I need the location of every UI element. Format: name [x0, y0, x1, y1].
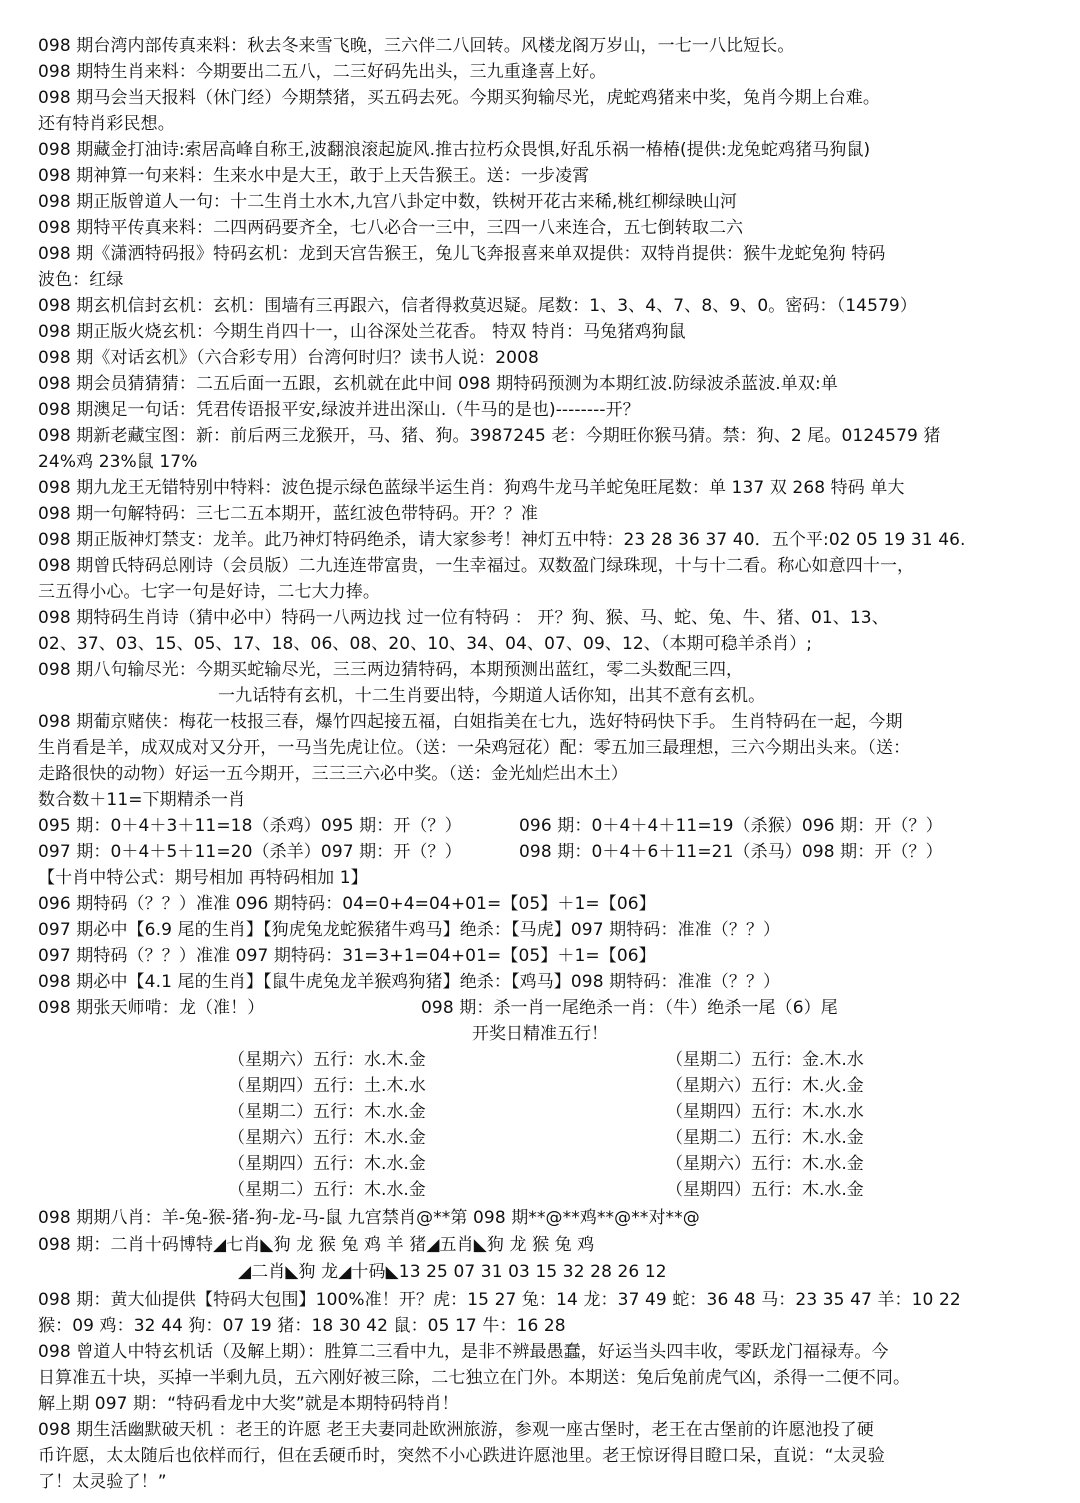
wuxing-left-item: （星期六）五行：木.水.金	[228, 1128, 426, 1148]
text-line: 币许愿，太太随后也依样而行，但在丢硬币时，突然不小心跌进许愿池里。老王惊讶得目瞪口呆，直说：“太灵验	[38, 1446, 885, 1466]
zhang-left: 098 期张天师啃：龙（准！）	[38, 998, 265, 1018]
formula-row-098: 098 期：0＋4＋6＋11=21（杀马）098 期：开（？）	[519, 842, 943, 862]
text-line: 098 期一句解特码：三七二五本期开，蓝红波色带特码。开？？准	[38, 504, 538, 524]
wuxing-left-item: （星期四）五行：木.水.金	[228, 1154, 426, 1174]
text-line: 098 期《对话玄机》（六合彩专用）台湾何时归？读书人说：2008	[38, 348, 539, 368]
text-line: 还有特肖彩民想。	[38, 114, 175, 134]
wuxing-right-item: （星期六）五行：木.火.金	[666, 1076, 864, 1096]
text-line: 098 期期八肖：羊-兔-猴-猪-狗-龙-马-鼠 九宫禁肖@**第 098 期**@**鸡**@**对**@	[38, 1208, 700, 1228]
wuxing-left-item: （星期二）五行：木.水.金	[228, 1102, 426, 1122]
text-line: 098 期正版曾道人一句：十二生肖土水木,九宫八卦定中数，铁树开花古来稀,桃红柳绿映山河	[38, 192, 738, 212]
text-line: 098 期九龙王无错特别中特料：波色提示绿色蓝绿半运生肖：狗鸡牛龙马羊蛇兔旺尾数：单 137 双 268 特码 单大	[38, 478, 905, 498]
text-line: 三五得小心。七字一句是好诗，二七大力捧。	[38, 582, 380, 602]
text-line: 098 期葡京赌侠：梅花一枝报三春，爆竹四起接五福，白姐指美在七九，选好特码快下手。 生肖特码在一起，今期	[38, 712, 903, 732]
wuxing-right-item: （星期四）五行：木.水.水	[666, 1102, 864, 1122]
text-line: 098 期特生肖来料：今期要出二五八，二三好码先出头，三九重逢喜上好。	[38, 62, 607, 82]
zhang-right: 098 期：杀一肖一尾绝杀一肖：（牛）绝杀一尾（6）尾	[421, 998, 838, 1018]
text-line: 098 期会员猜猜猜：二五后面一五跟，玄机就在此中间 098 期特码预测为本期红波.防绿波杀蓝波.单双:单	[38, 374, 838, 394]
wuxing-right-item: （星期六）五行：木.水.金	[666, 1154, 864, 1174]
formula-row-097: 097 期：0＋4＋5＋11=20（杀羊）097 期：开（？）	[38, 842, 462, 862]
text-line: 098 期必中【4.1 尾的生肖】【鼠牛虎兔龙羊猴鸡狗猪】绝杀：【鸡马】098 期特码：准准（？？）	[38, 972, 781, 992]
text-line: 098 期：黄大仙提供【特码大包围】100%准！开？虎：15 27 兔：14 龙：37 49 蛇：36 48 马：23 35 47 羊：10 22	[38, 1290, 961, 1310]
text-line: 一九话特有玄机，十二生肖要出特，今期道人话你知，出其不意有玄机。	[218, 686, 766, 706]
text-line: ◢二肖◣狗 龙◢十码◣13 25 07 31 03 15 32 28 26 12	[238, 1262, 667, 1282]
text-line: 098 期藏金打油诗:索居高峰自称王,波翻浪滚起旋风.推古拉朽众畏惧,好乱乐祸一椿椿(提供:龙兔蛇鸡猪马狗鼠)	[38, 140, 871, 160]
wuxing-left-item: （星期六）五行：水.木.金	[228, 1050, 426, 1070]
text-line: 098 期玄机信封玄机：玄机：围墙有三再跟六，信者得救莫迟疑。尾数：1、3、4、7、8、9、0。密码：（14579）	[38, 296, 917, 316]
text-line: 097 期必中【6.9 尾的生肖】【狗虎兔龙蛇猴猪牛鸡马】绝杀：【马虎】097 期特码：准准（？？）	[38, 920, 781, 940]
wuxing-right-item: （星期二）五行：木.水.金	[666, 1128, 864, 1148]
text-line: 096 期特码（？？）准准 096 期特码：04=0+4=04+01=【05】＋1=【06】	[38, 894, 656, 914]
text-line: 猴：09 鸡：32 44 狗：07 19 猪：18 30 42 鼠：05 17 牛：16 28	[38, 1316, 566, 1336]
text-line: 24%鸡 23%鼠 17%	[38, 452, 198, 472]
text-line: 098 期正版火烧玄机：今期生肖四十一，山谷深处兰花香。 特双 特肖：马兔猪鸡狗鼠	[38, 322, 686, 342]
text-line: 波色：红绿	[38, 270, 124, 290]
text-line: 02、37、03、15、05、17、18、06、08、20、10、34、04、07、09、12、（本期可稳羊杀肖）;	[38, 634, 813, 654]
text-line: 098 期正版神灯禁支：龙羊。此乃神灯特码绝杀，请大家参考！神灯五中特：23 28 36 37 40．五个平:02 05 19 31 46.	[38, 530, 966, 550]
formula-row-095: 095 期：0＋4＋3＋11=18（杀鸡）095 期：开（？）	[38, 816, 462, 836]
text-line: 098 期台湾内部传真来料：秋去冬来雪飞晚，三六伴二八回转。风楼龙阁万岁山，一七一八比短长。	[38, 36, 795, 56]
text-line: 098 期特平传真来料：二四两码要齐全，七八必合一三中，三四一八来连合，五七倒转取二六	[38, 218, 744, 238]
wuxing-right-item: （星期四）五行：木.水.金	[666, 1180, 864, 1200]
text-line: 数合数＋11=下期精杀一肖	[38, 790, 246, 810]
wuxing-right-item: （星期二）五行：金.木.水	[666, 1050, 864, 1070]
text-line: 【十肖中特公式：期号相加 再特码相加 1】	[38, 868, 368, 888]
wuxing-left-item: （星期二）五行：木.水.金	[228, 1180, 426, 1200]
text-line: 098 期：二肖十码博特◢七肖◣狗 龙 猴 兔 鸡 羊 猪◢五肖◣狗 龙 猴 兔 鸡	[38, 1235, 595, 1255]
text-line: 098 期八句输尽光：今期买蛇输尽光，三三两边猜特码，本期预测出蓝红，零二头数配三四，	[38, 660, 744, 680]
text-line: 098 期神算一句来料：生来水中是大王，敢于上天告猴王。送：一步凌霄	[38, 166, 590, 186]
text-line: 098 期特码生肖诗（猜中必中）特码一八两边找 过一位有特码 ： 开？狗、猴、马、蛇、兔、牛、猪、01、13、	[38, 608, 889, 628]
text-line: 098 期曾氏特码总刚诗（会员版）二九连连带富贵，一生幸福过。双数盈门绿珠现，十与十二看。称心如意四十一，	[38, 556, 915, 576]
text-line: 098 期生活幽默破天机 ：老王的许愿 老王夫妻同赴欧洲旅游，参观一座古堡时，老王在古堡前的许愿池投了硬	[38, 1420, 874, 1440]
wuxing-left-item: （星期四）五行：土.木.水	[228, 1076, 426, 1096]
wuxing-title: 开奖日精准五行！	[472, 1024, 608, 1044]
text-line: 解上期 097 期：“特码看龙中大奖”就是本期特码特肖！	[38, 1394, 459, 1414]
text-line: 097 期特码（？？）准准 097 期特码：31=3+1=04+01=【05】＋1=【06】	[38, 946, 656, 966]
text-line: 走路很快的动物）好运一五今期开，三三三六必中奖。（送：金光灿烂出木土）	[38, 764, 628, 784]
text-line: 日算准五十块，买掉一半剩九员，五六刚好被三除，二七独立在门外。本期送：兔后兔前虎气凶，杀得一二便不同。	[38, 1368, 911, 1388]
text-line: 了！太灵验了！”	[38, 1472, 167, 1492]
text-line: 098 曾道人中特玄机话（及解上期）：胜算二三看中九，是非不辨最愚蠢，好运当头四丰收，零跃龙门福禄寿。今	[38, 1342, 889, 1362]
formula-row-096: 096 期：0＋4＋4＋11=19（杀猴）096 期：开（？）	[519, 816, 943, 836]
text-line: 098 期马会当天报料（休门经）今期禁猪，买五码去死。今期买狗输尽光，虎蛇鸡猪来中奖，兔肖今期上台难。	[38, 88, 880, 108]
text-line: 098 期新老藏宝图：新：前后两三龙猴开，马、猪、狗。3987245 老：今期旺你猴马猜。禁：狗、2 尾。0124579 猪	[38, 426, 941, 446]
text-line: 098 期《潇洒特码报》特码玄机：龙到天宫告猴王，兔儿飞奔报喜来单双提供：双特肖提供：猴牛龙蛇兔狗 特码	[38, 244, 886, 264]
text-line: 生肖看是羊，成双成对又分开，一马当先虎让位。（送：一朵鸡冠花）配：零五加三最理想，三六今期出头来。（送：	[38, 738, 911, 758]
text-line: 098 期澳足一句话：凭君传语报平安,绿波并进出深山.（牛马的是也)--------开？	[38, 400, 640, 420]
